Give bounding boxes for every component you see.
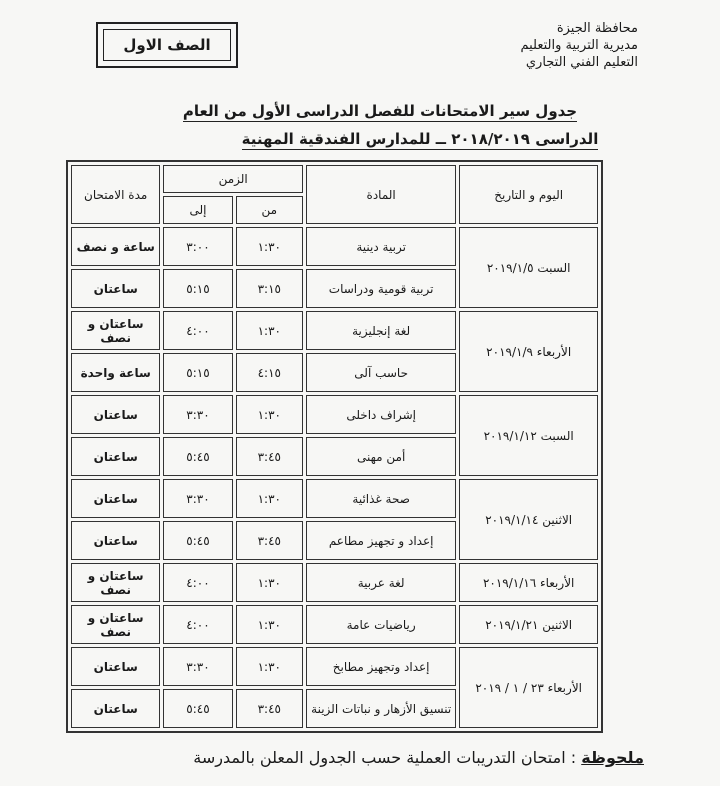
table-header-row [71,165,598,193]
time-to-cell: ٥:١٥ [163,353,232,392]
table-row [71,395,598,434]
duration-cell: ساعتان [71,647,160,686]
time-to-cell: ٤:٠٠ [163,311,232,350]
header-duration: مدة الامتحان [71,165,160,224]
header-from: من [236,196,303,224]
exam-date-cell: الاثنين ٢٠١٩/١/٢١ [459,605,598,644]
subject-cell: تربية دينية [306,227,456,266]
subject-cell: إشراف داخلى [306,395,456,434]
time-from-cell: ١:٣٠ [236,479,303,518]
time-from-cell: ٣:٤٥ [236,521,303,560]
table-row [71,647,598,686]
time-to-cell: ٣:٣٠ [163,647,232,686]
exam-schedule-table [66,160,603,733]
time-from-cell: ١:٣٠ [236,395,303,434]
table-row [71,311,598,350]
time-to-cell: ٥:٤٥ [163,521,232,560]
duration-cell: ساعتان [71,521,160,560]
title-line-2: الدراسى ٢٠١٨/٢٠١٩ ــ للمدارس الفندقية المهنية [241,130,599,148]
time-to-cell: ٥:١٥ [163,269,232,308]
grade-label: الصف الاول [103,29,231,61]
header-day-date: اليوم و التاريخ [459,165,598,224]
duration-cell: ساعتان [71,437,160,476]
duration-cell: ساعتان [71,479,160,518]
subject-cell: تنسيق الأزهار و نباتات الزينة [306,689,456,728]
time-to-cell: ٤:٠٠ [163,563,232,602]
table-row [71,563,598,602]
note-label: ملحوظة [581,748,644,767]
duration-cell: ساعتان [71,395,160,434]
duration-cell: ساعتان و نصف [71,311,160,350]
time-from-cell: ٣:٤٥ [236,437,303,476]
subject-cell: لغة عربية [306,563,456,602]
directorate-line: مديرية التربية والتعليم [520,38,638,53]
duration-cell: ساعتان [71,689,160,728]
time-from-cell: ١:٣٠ [236,311,303,350]
governorate-line: محافظة الجيزة [556,21,638,36]
header-time: الزمن [163,165,303,193]
subject-cell: إعداد وتجهيز مطابخ [306,647,456,686]
header-subject: المادة [306,165,456,224]
duration-cell: ساعة و نصف [71,227,160,266]
time-to-cell: ٥:٤٥ [163,689,232,728]
exam-date-cell: السبت ٢٠١٩/١/١٢ [459,395,598,476]
time-from-cell: ٣:٤٥ [236,689,303,728]
note-text: : امتحان التدريبات العملية حسب الجدول المعلن بالمدرسة [193,748,582,767]
exam-date-cell: الأربعاء ٢٣ / ١ / ٢٠١٩ [459,647,598,728]
exam-date-cell: السبت ٢٠١٩/١/٥ [459,227,598,308]
time-to-cell: ٣:٠٠ [163,227,232,266]
subject-cell: لغة إنجليزية [306,311,456,350]
duration-cell: ساعتان [71,269,160,308]
subject-cell: صحة غذائية [306,479,456,518]
time-to-cell: ٣:٣٠ [163,395,232,434]
time-from-cell: ١:٣٠ [236,647,303,686]
table-row [71,605,598,644]
duration-cell: ساعتان و نصف [71,605,160,644]
subject-cell: رياضيات عامة [306,605,456,644]
time-from-cell: ٣:١٥ [236,269,303,308]
note [193,748,644,767]
subject-cell: إعداد و تجهيز مطاعم [306,521,456,560]
table-row [71,227,598,266]
subject-cell: تربية قومية ودراسات [306,269,456,308]
time-to-cell: ٤:٠٠ [163,605,232,644]
exam-date-cell: الأربعاء ٢٠١٩/١/١٦ [459,563,598,602]
time-to-cell: ٣:٣٠ [163,479,232,518]
time-to-cell: ٥:٤٥ [163,437,232,476]
table-row [71,479,598,518]
directorate-header [520,20,638,71]
title-line-1: جدول سير الامتحانات للفصل الدراسى الأول من العام [182,102,578,120]
subject-cell: حاسب آلى [306,353,456,392]
exam-date-cell: الاثنين ٢٠١٩/١/١٤ [459,479,598,560]
subject-cell: أمن مهنى [306,437,456,476]
header-to: إلى [163,196,232,224]
exam-date-cell: الأربعاء ٢٠١٩/١/٩ [459,311,598,392]
time-from-cell: ١:٣٠ [236,227,303,266]
duration-cell: ساعة واحدة [71,353,160,392]
time-from-cell: ٤:١٥ [236,353,303,392]
time-from-cell: ١:٣٠ [236,563,303,602]
time-from-cell: ١:٣٠ [236,605,303,644]
department-line: التعليم الفني التجاري [525,55,638,70]
duration-cell: ساعتان و نصف [71,563,160,602]
grade-box [96,22,238,68]
